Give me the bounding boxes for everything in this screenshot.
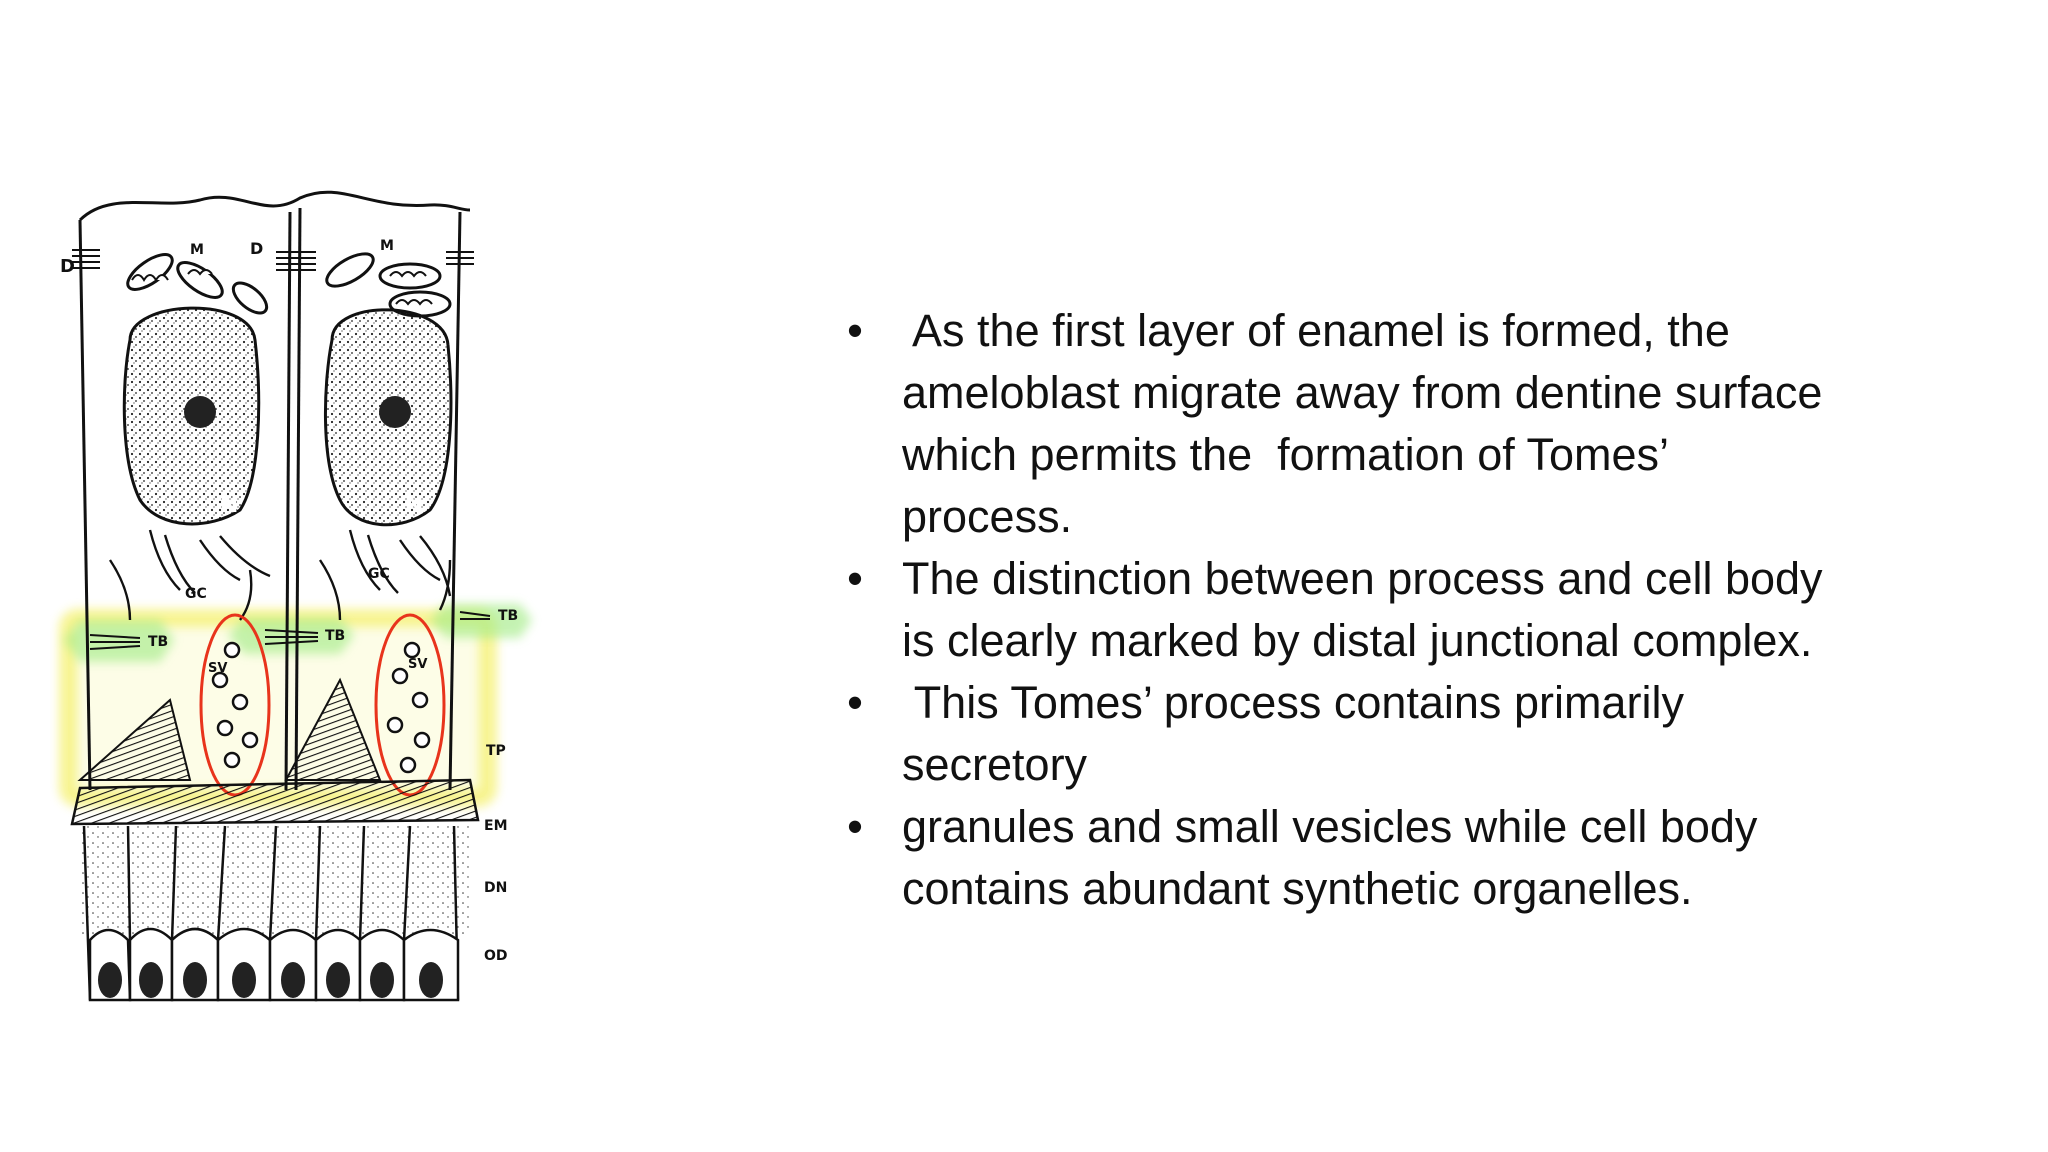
label-d-left: D bbox=[60, 256, 75, 277]
enamel-matrix bbox=[72, 780, 478, 824]
label-tp: TP bbox=[486, 743, 506, 759]
label-m-right: M bbox=[380, 238, 394, 254]
golgi bbox=[110, 530, 450, 620]
label-tb-mid: TB bbox=[325, 628, 346, 644]
bullet-line: is clearly marked by distal junctional complex. bbox=[902, 615, 1813, 666]
bullet-line: secretory bbox=[902, 739, 1088, 790]
label-n-left: N bbox=[220, 493, 239, 518]
bullet-line: which permits the formation of Tomes’ bbox=[902, 429, 1669, 480]
label-dn: DN bbox=[484, 880, 508, 896]
bullet-line: This Tomes’ process contains primarily bbox=[902, 677, 1684, 728]
bullet-marker: • bbox=[847, 305, 863, 356]
label-em: EM bbox=[484, 818, 508, 834]
bullet-marker: • bbox=[847, 553, 863, 604]
bullet-line: granules and small vesicles while cell body bbox=[902, 801, 1758, 852]
bullet-item bbox=[840, 796, 1960, 920]
bullet-line: As the first layer of enamel is formed, the bbox=[902, 305, 1730, 356]
bullet-line: contains abundant synthetic organelles. bbox=[902, 863, 1693, 914]
bullet-item bbox=[840, 300, 1960, 548]
label-tb-right: TB bbox=[498, 608, 519, 624]
bullet-line: process. bbox=[902, 491, 1073, 542]
label-sv-right: SV bbox=[408, 657, 428, 672]
bullet-line: ameloblast migrate away from dentine surface bbox=[902, 367, 1823, 418]
label-sv-left: SV bbox=[208, 661, 228, 676]
label-gc-left: GC bbox=[185, 586, 207, 602]
bullet-marker: • bbox=[847, 677, 863, 728]
bullet-marker: • bbox=[847, 801, 863, 852]
bullet-item bbox=[840, 672, 1960, 796]
label-n-right: N bbox=[405, 493, 424, 518]
label-tb-left: TB bbox=[148, 634, 169, 650]
label-m-left: M bbox=[190, 242, 204, 258]
label-d-mid: D bbox=[250, 239, 264, 258]
bullet-line: The distinction between process and cell body bbox=[902, 553, 1823, 604]
odontoblast-layer bbox=[80, 826, 470, 1000]
ameloblast-diagram bbox=[50, 180, 570, 1040]
label-od: OD bbox=[484, 948, 508, 964]
bullet-item bbox=[840, 548, 1960, 672]
label-gc-right: GC bbox=[368, 566, 390, 582]
bullet-list bbox=[840, 300, 1960, 920]
